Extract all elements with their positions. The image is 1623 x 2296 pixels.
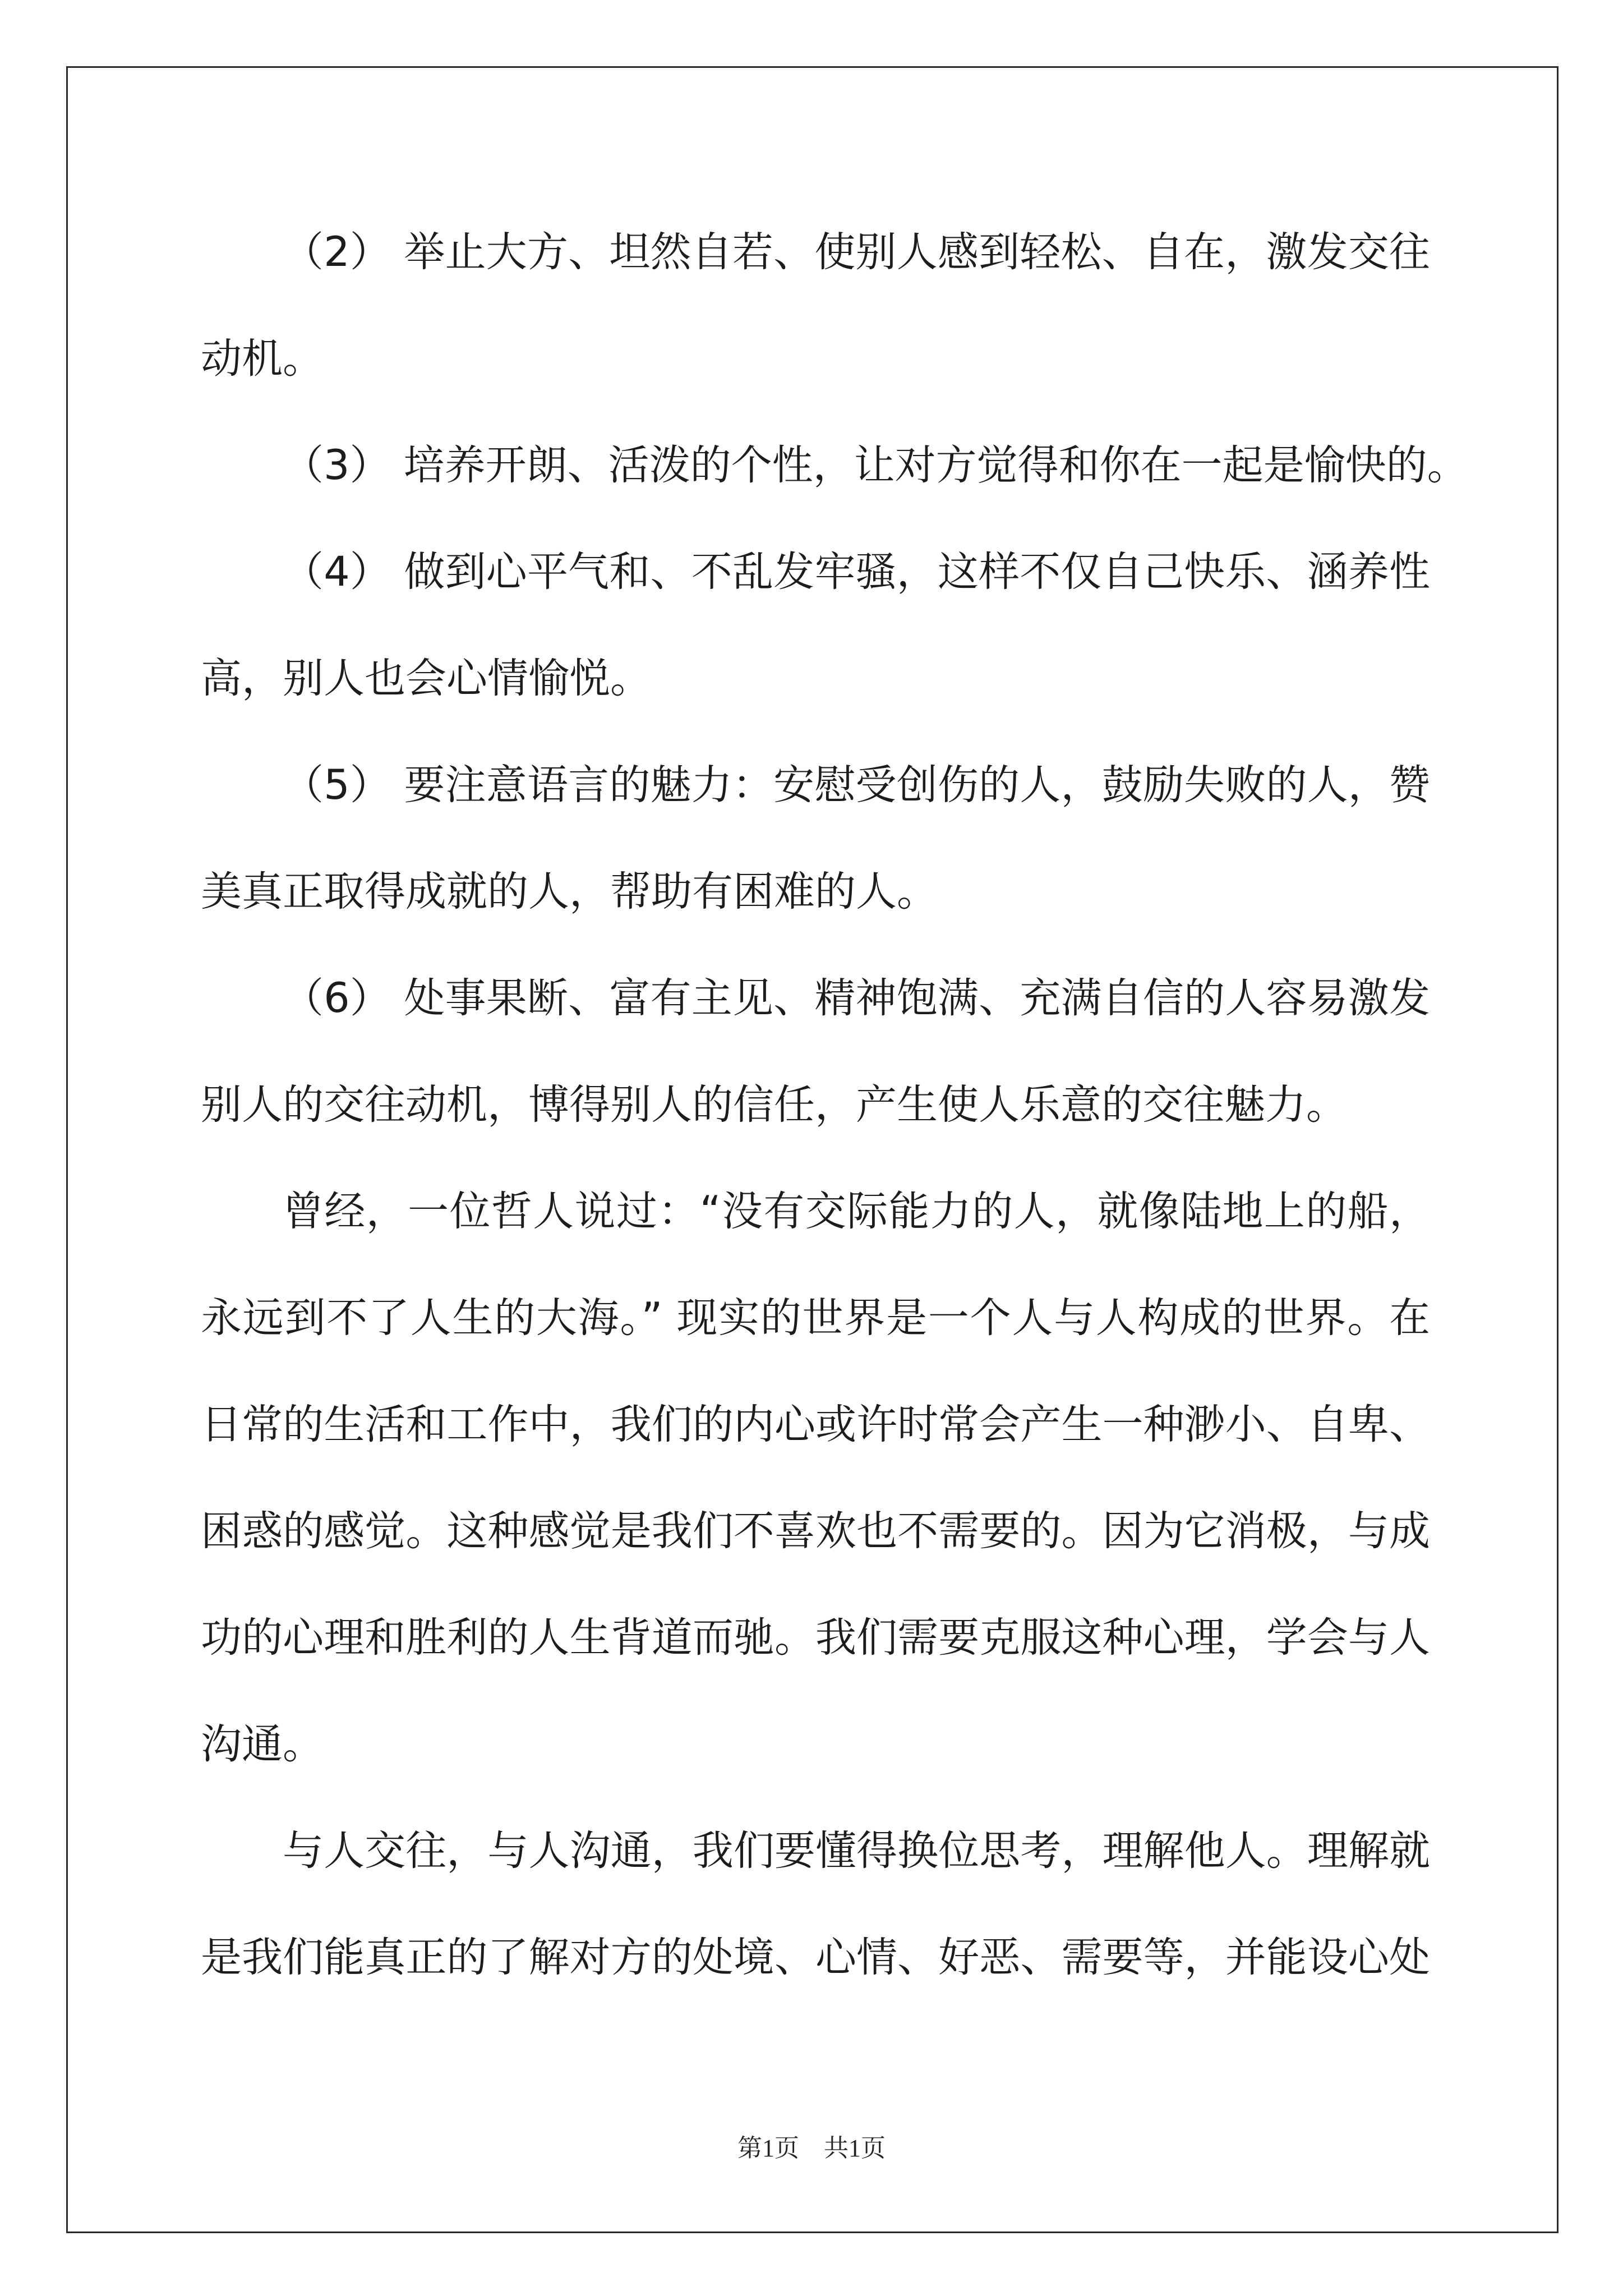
text-line: 动机。 (201, 335, 324, 383)
paragraph (201, 519, 1430, 732)
document-body (201, 199, 1468, 2011)
text-line: 是我们能真正的了解对方的处境、心情、好恶、需要等，并能设心处 (201, 1934, 1430, 1981)
text-line: 日常的生活和工作中，我们的内心或许时常会产生一种渺小、自卑、 (201, 1401, 1430, 1448)
paragraph (201, 412, 1468, 519)
paragraph (201, 199, 1430, 412)
text-line: （5） 要注意语言的魅力：安慰受创伤的人，鼓励失败的人，赞 (283, 761, 1430, 809)
paragraph (201, 945, 1430, 1158)
text-line: 困惑的感觉。这种感觉是我们不喜欢也不需要的。因为它消极，与成 (201, 1507, 1430, 1555)
paragraph (201, 732, 1430, 945)
text-line: 曾经，一位哲人说过：“没有交际能力的人，就像陆地上的船， (283, 1188, 1430, 1235)
text-line: （4） 做到心平气和、不乱发牢骚，这样不仅自己快乐、涵养性 (283, 548, 1430, 596)
text-line: 高，别人也会心情愉悦。 (201, 655, 651, 702)
text-line: 美真正取得成就的人，帮助有困难的人。 (201, 868, 938, 915)
text-line: （6） 处事果断、富有主见、精神饱满、充满自信的人容易激发 (283, 974, 1430, 1022)
paragraph (201, 1158, 1430, 1798)
text-line: 永远到不了人生的大海。” 现实的世界是一个人与人构成的世界。在 (201, 1294, 1430, 1342)
text-line: 功的心理和胜利的人生背道而驰。我们需要克服这种心理，学会与人 (201, 1614, 1430, 1662)
text-line: （3） 培养开朗、活泼的个性，让对方觉得和你在一起是愉快的。 (283, 441, 1468, 489)
paragraph (201, 1798, 1430, 2011)
text-line: 别人的交往动机，博得别人的信任，产生使人乐意的交往魅力。 (201, 1081, 1347, 1129)
text-line: （2） 举止大方、坦然自若、使别人感到轻松、自在，激发交往 (283, 228, 1430, 276)
page-footer: 第1页 共1页 (737, 2134, 886, 2162)
text-line: 与人交往，与人沟通，我们要懂得换位思考，理解他人。理解就 (283, 1827, 1430, 1875)
text-line: 沟通。 (201, 1720, 324, 1768)
